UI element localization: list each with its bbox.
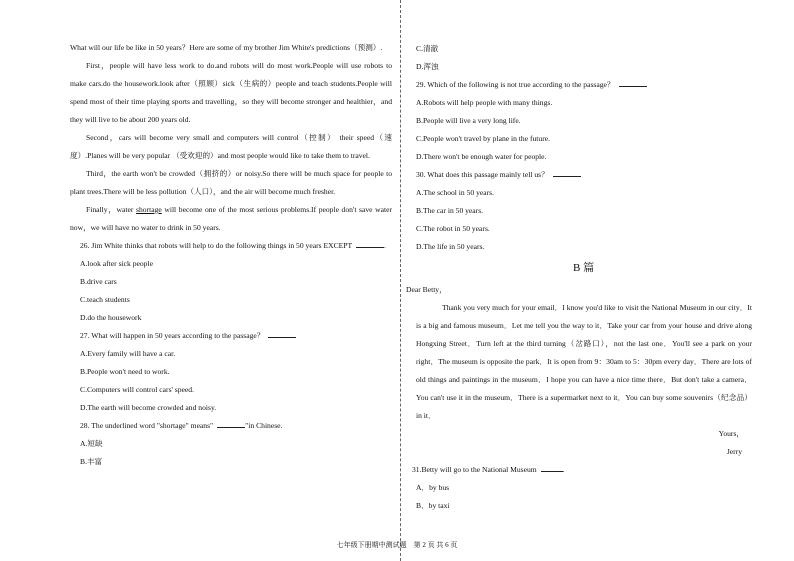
option: B.The car in 50 years. <box>416 206 484 215</box>
passage-paragraph-3: Third，the earth won't be crowded（拥挤的）or noisy.So there will be much space for people to plant trees.There will be less pollution（人口），and the air will become much fresher. <box>70 169 392 196</box>
letter-body: Thank you very much for your email．I know you'd like to visit the National Museum in our city．It is a big and famous museum．Let me tell you the way to it．Take your car from your house and drive along Hongxing Street．Turn left at the third turning（岔路口），not the last one．You'll see a park on your right．The museum is opposite the park．It is open from 9：30am to 5：30pm every day．There are lots of old things and paintings in the museum．I hope you can have a nice time there．But don't take a camera．You can't use it in the museum．There is a supermarket next to it．You can buy some souvenirs（纪念品） in it． <box>416 303 752 420</box>
option: D.do the housework <box>80 313 142 322</box>
option: A.短缺 <box>80 439 103 448</box>
option: D.浑浊 <box>416 62 439 71</box>
question-27 <box>70 327 392 345</box>
question-31: 31.Betty will go to the National Museum . <box>412 465 565 474</box>
question-30-text: 30. What does this passage mainly tell us？ <box>416 170 549 179</box>
option: A．by bus <box>416 483 450 492</box>
option: C.The robot in 50 years. <box>416 224 490 233</box>
letter-greeting: Dear Betty， <box>406 285 447 294</box>
question-28-post: "in Chinese. <box>245 421 283 430</box>
option: A.The school in 50 years. <box>416 188 495 197</box>
option: B.丰富 <box>80 457 103 466</box>
question-26-text: 26. Jim White thinks that robots will help to do the following things in 50 years EXCEPT <box>80 241 353 250</box>
question-28-pre: 28. The underlined word "shortage" means" <box>80 421 214 430</box>
question-31-text: 31.Betty will go to the National Museum <box>412 465 537 474</box>
answer-blank[interactable] <box>217 419 245 428</box>
option: B.People will live a very long life. <box>416 116 521 125</box>
page-footer: 七年级下册期中测试题 第 2 页 共 6 页 <box>336 541 458 549</box>
section-b-title: B 篇 <box>573 262 595 274</box>
question-30 <box>416 166 752 184</box>
option: C.People won't travel by plane in the future. <box>416 134 551 143</box>
option: B.drive cars <box>80 277 117 286</box>
answer-blank[interactable] <box>619 78 647 87</box>
answer-blank[interactable] <box>541 463 563 472</box>
option: D.The earth will become crowded and noisy. <box>80 403 217 412</box>
p4-pre: Finally，water <box>86 205 137 214</box>
question-28 <box>70 417 392 435</box>
option: D.The life in 50 years. <box>416 242 485 251</box>
question-27-text: 27. What will happen in 50 years according to the passage？ <box>80 331 265 340</box>
question-29-text: 29. Which of the following is not true according to the passage？ <box>416 80 615 89</box>
passage-paragraph-1: First，people will have less work to do.and robots will do most work.People will use robots to make cars.do the housework.look after（照顾）sick（生病的）people and teach students.People will spend most of their time playing sports and travelling，so they will become stronger and healthier，and they will live to be about 200 years old. <box>70 61 392 124</box>
option: A.Robots will help people with many things. <box>416 98 553 107</box>
answer-blank[interactable] <box>268 329 296 338</box>
question-26: 26. Jim White thinks that robots will help to do the following things in 50 years EXCEPT . <box>80 241 387 250</box>
option: A.look after sick people <box>80 259 153 268</box>
letter-block <box>406 281 752 515</box>
option: A.Every family will have a car. <box>80 349 176 358</box>
answer-blank[interactable] <box>553 168 581 177</box>
letter-closing: Yours， <box>718 429 744 438</box>
answer-blank[interactable] <box>356 239 384 248</box>
p4-post: will become one of the most serious problems.If people don't save water now，we will have no water to drink in 50 years. <box>70 205 393 232</box>
option: C.Computers will control cars' speed. <box>80 385 194 394</box>
right-column <box>416 40 752 256</box>
underlined-word: shortage <box>136 205 162 214</box>
option: B.People won't need to work. <box>80 367 170 376</box>
column-divider <box>400 0 401 561</box>
letter-signature: Jerry <box>726 447 742 456</box>
question-29 <box>416 76 752 94</box>
passage-paragraph-4 <box>70 201 392 237</box>
passage-intro: What will our life be like in 50 years？Here are some of my brother Jim White's predictions（预测）. <box>70 43 383 52</box>
option: C.清澈 <box>416 44 439 53</box>
passage-paragraph-2: Second，cars will become very small and computers will control（控制） their speed（速度）.Planes will be very popular （受欢迎的）and most people would like to take them to travel. <box>70 133 392 160</box>
option: C.teach students <box>80 295 130 304</box>
option: D.There won't be enough water for people. <box>416 152 547 161</box>
left-column <box>70 39 392 471</box>
option: B．by taxi <box>416 501 450 510</box>
